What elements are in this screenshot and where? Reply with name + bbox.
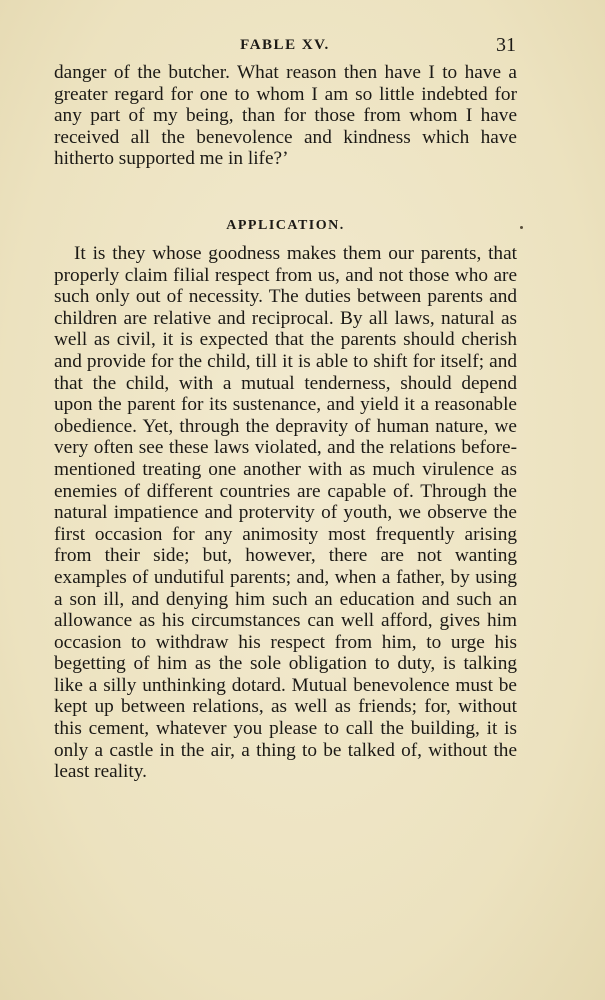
continuation-paragraph: danger of the butcher. What reason then have I to have a greater regard for one to whom I am so little indebted for any part of my being, than for those from whom I have received all the benevolence and kindness which have hitherto supported me in life?’ — [54, 62, 517, 170]
application-paragraph-block — [54, 243, 517, 783]
application-paragraph: It is they whose goodness makes them our parents, that properly claim filial respect from us, and not those who are such only out of necessity. The duties between parents and children are relative and reciprocal. By all laws, natural as well as civil, it is expected that the parents should cherish and provide for the child, till it is able to shift for itself; and that the child, with a mutual tenderness, should depend upon the parent for its sustenance, and yield it a reasonable obedience. Yet, through the depravity of human nature, we very often see these laws violated, and the relations before-mentioned treating one another with as much virulence as enemies of different countries are capable of. Through the natural impatience and protervity of youth, we observe the first occasion for any animosity most frequently arising from their side; but, however, there are not wanting examples of undutiful parents; and, when a father, by using a son ill, and denying him such an education and such an allowance as his circumstances can well afford, gives him occasion to withdraw his respect from him, to urge his begetting of him as the sole obligation to duty, is talking like a silly unthinking dotard. Mutual benevolence must be kept up between relations, as well as friends; for, without this cement, whatever you please to call the building, it is only a castle in the air, a thing to be talked of, without the least reality. — [54, 243, 517, 783]
section-heading: APPLICATION. — [226, 218, 345, 233]
running-title: FABLE XV. — [240, 37, 330, 53]
ink-speck — [520, 226, 523, 229]
continuation-paragraph-block — [54, 62, 517, 170]
running-head — [54, 34, 516, 60]
page-number: 31 — [496, 34, 516, 56]
